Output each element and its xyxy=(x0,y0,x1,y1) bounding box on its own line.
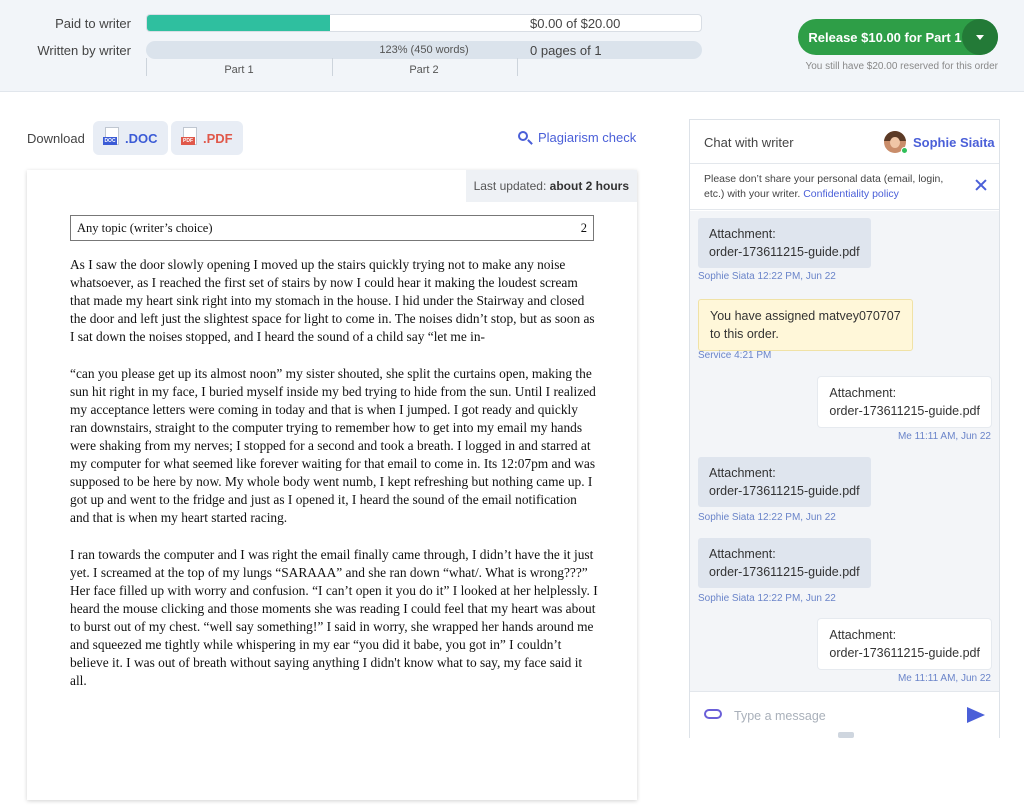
message-meta: Sophie Siata 12:22 PM, Jun 22 xyxy=(698,512,836,523)
paid-value: $0.00 of $20.00 xyxy=(530,16,621,31)
privacy-notice xyxy=(690,164,999,210)
part-2-label: Part 2 xyxy=(409,64,439,76)
release-options-dropdown[interactable] xyxy=(962,19,998,55)
paper-running-header xyxy=(70,215,594,241)
part-divider xyxy=(146,58,147,76)
message-bubble[interactable] xyxy=(818,377,991,427)
paid-progress-fill xyxy=(147,15,330,31)
attachment-link[interactable]: order-173611215-guide.pdf xyxy=(829,404,980,418)
message-bubble[interactable] xyxy=(698,457,871,507)
paper-preview xyxy=(27,170,637,800)
essay-body xyxy=(70,256,598,708)
message-line: Attachment: xyxy=(709,547,776,561)
essay-paragraph: I ran towards the computer and I was right the email finally came through, I didn’t have the it just yet. I screamed at the top of my lungs “SARAAA” and she ran down “what/. What is wrong???” Her face filled up with worry and confusion. “I can’t open it you do it” I looked at her helplessly. I heard the mouse clicking and those moments she was reading I could feel that my heart was about to burst out of my chest. “well say something!” I said in worry, she wrapped her hands around me and squeezed me tightly while whispering in my ear “you did it babe, you got in” I couldn’t believe it. I was out of breath without saying anything I didn't know what to say, my face said it all. xyxy=(70,546,598,689)
part-divider xyxy=(517,58,518,76)
plagiarism-check-label: Plagiarism check xyxy=(538,130,637,145)
message-meta: Sophie Siata 12:22 PM, Jun 22 xyxy=(698,593,836,604)
written-value: 0 pages of 1 xyxy=(530,43,602,58)
paper-topic: Any topic (writer’s choice) xyxy=(77,221,213,235)
last-updated-badge xyxy=(466,170,637,202)
chat-header xyxy=(690,120,999,164)
message-meta: Me 11:11 AM, Jun 22 xyxy=(897,673,991,684)
download-doc-button[interactable] xyxy=(93,121,168,155)
paper-page-number: 2 xyxy=(580,221,587,235)
send-icon[interactable] xyxy=(967,707,985,723)
attachment-link[interactable]: order-173611215-guide.pdf xyxy=(709,565,860,579)
message-line: You have assigned matvey070707 xyxy=(710,309,901,323)
download-doc-label: .DOC xyxy=(125,130,158,146)
message-bubble[interactable] xyxy=(698,218,871,268)
pdf-file-icon: PDF xyxy=(181,127,199,149)
doc-file-icon: DOC xyxy=(103,127,121,149)
message-list[interactable] xyxy=(690,211,999,691)
message-line: Attachment: xyxy=(829,628,897,642)
message-meta: Me 11:11 AM, Jun 22 xyxy=(897,431,991,442)
message-line: to this order. xyxy=(710,327,779,341)
paid-to-writer-label: Paid to writer xyxy=(55,16,131,31)
last-updated-value: about 2 hours xyxy=(549,179,629,193)
download-label: Download xyxy=(27,131,85,146)
message-meta: Service 4:21 PM xyxy=(698,350,772,361)
search-icon xyxy=(518,131,532,145)
privacy-notice-text: Please don’t share your personal data (email, login, etc.) with your writer. xyxy=(704,173,944,200)
order-progress-header xyxy=(0,0,1024,92)
written-progress-bar: 123% (450 words) xyxy=(146,41,702,59)
close-icon[interactable] xyxy=(975,179,987,191)
writer-name-link[interactable]: Sophie Siaita xyxy=(913,135,995,150)
part-divider xyxy=(332,58,333,76)
confidentiality-policy-link[interactable]: Confidentiality policy xyxy=(803,188,899,200)
message-line: Attachment: xyxy=(709,227,776,241)
part-1-label: Part 1 xyxy=(224,64,254,76)
system-message-bubble xyxy=(698,299,913,351)
download-pdf-button[interactable] xyxy=(171,121,243,155)
attachment-link[interactable]: order-173611215-guide.pdf xyxy=(709,245,860,259)
chat-title: Chat with writer xyxy=(704,135,794,150)
release-payment-label: Release $10.00 for Part 1 xyxy=(808,29,962,45)
chevron-down-icon xyxy=(976,35,984,40)
resize-handle[interactable] xyxy=(838,732,854,738)
message-bubble[interactable] xyxy=(698,538,871,588)
written-by-writer-label: Written by writer xyxy=(37,43,131,58)
attachment-link[interactable]: order-173611215-guide.pdf xyxy=(709,484,860,498)
chat-panel xyxy=(689,119,1000,738)
message-input[interactable] xyxy=(734,706,954,726)
paperclip-icon[interactable] xyxy=(704,709,722,719)
release-payment-button[interactable] xyxy=(798,19,998,55)
attachment-link[interactable]: order-173611215-guide.pdf xyxy=(829,646,980,660)
last-updated-label: Last updated: xyxy=(473,179,547,193)
message-line: Attachment: xyxy=(709,466,776,480)
reserved-funds-note: You still have $20.00 reserved for this order xyxy=(805,61,998,72)
essay-paragraph: “can you please get up its almost noon” my sister shouted, she split the curtains open, making the sun hit right in my face, I buried myself inside my bed trying to hide from the sun. Until I realized my acceptance letters were coming in today and that is when I jumped. I got ready and quickly ran downstairs, straight to the computer trying to remember how to get into my email my hands were shaking from my nerves; I stopped for a second and took a breath. I logged in and starred at my computer for what seemed like forever waiting for that email to come in. Its 12:07pm and was supposed to be here by now. My whole body went numb, I kept refreshing but nothing came up. I got up and went to the fridge and just as I opened it, I heard the sound of the email notification and that is when my heart started racing. xyxy=(70,365,596,526)
online-status-icon xyxy=(901,147,908,154)
message-meta: Sophie Siata 12:22 PM, Jun 22 xyxy=(698,271,836,282)
message-bubble[interactable] xyxy=(818,619,991,669)
message-line: Attachment: xyxy=(829,386,897,400)
essay-paragraph: As I saw the door slowly opening I moved up the stairs quickly trying not to make any noise whatsoever, as I reached the first set of stairs by now I could hear it making the loudest scream that made my heart sink right into my stomach in the house. I hid under the Stairway and closed the door and left just the slightest space for light to come in. The noises didn’t stop, but as soon as I sat down the noises stopped, and I heard the sound of a child say “let me in- xyxy=(70,257,595,345)
plagiarism-check-link[interactable] xyxy=(518,130,636,145)
download-pdf-label: .PDF xyxy=(203,130,233,146)
